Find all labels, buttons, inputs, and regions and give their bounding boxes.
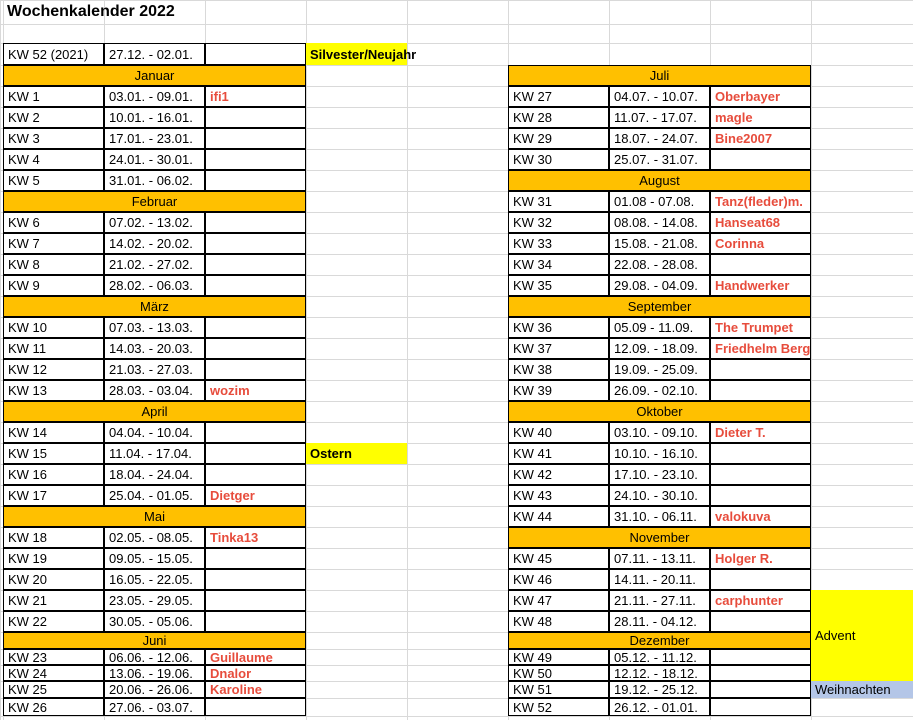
name-cell[interactable]: [205, 338, 306, 359]
date-cell[interactable]: 05.09 - 11.09.: [609, 317, 710, 338]
note-weihnachten[interactable]: Weihnachten: [811, 681, 913, 698]
month-header[interactable]: März: [3, 296, 306, 317]
kw-cell[interactable]: KW 47: [508, 590, 609, 611]
kw-cell[interactable]: KW 33: [508, 233, 609, 254]
date-cell[interactable]: 16.05. - 22.05.: [104, 569, 205, 590]
kw-cell[interactable]: KW 49: [508, 649, 609, 665]
name-cell[interactable]: [205, 275, 306, 296]
name-cell[interactable]: ifi1: [205, 86, 306, 107]
kw-cell[interactable]: KW 10: [3, 317, 104, 338]
kw-cell[interactable]: KW 12: [3, 359, 104, 380]
date-cell[interactable]: 11.07. - 17.07.: [609, 107, 710, 128]
note-advent[interactable]: Advent: [811, 590, 913, 681]
date-cell[interactable]: 21.11. - 27.11.: [609, 590, 710, 611]
name-cell[interactable]: [710, 359, 811, 380]
note-ostern[interactable]: Ostern: [306, 443, 407, 464]
date-cell[interactable]: 23.05. - 29.05.: [104, 590, 205, 611]
name-cell[interactable]: [205, 422, 306, 443]
date-cell[interactable]: 03.10. - 09.10.: [609, 422, 710, 443]
name-cell[interactable]: Holger R.: [710, 548, 811, 569]
kw-cell[interactable]: KW 19: [3, 548, 104, 569]
month-header[interactable]: November: [508, 527, 811, 548]
date-cell[interactable]: 10.01. - 16.01.: [104, 107, 205, 128]
kw-cell[interactable]: KW 23: [3, 649, 104, 665]
name-cell[interactable]: [205, 233, 306, 254]
kw-cell[interactable]: KW 44: [508, 506, 609, 527]
name-cell[interactable]: Dieter T.: [710, 422, 811, 443]
kw-cell[interactable]: KW 9: [3, 275, 104, 296]
kw-cell[interactable]: KW 50: [508, 665, 609, 681]
date-cell[interactable]: 26.12. - 01.01.: [609, 698, 710, 716]
name-cell[interactable]: Guillaume: [205, 649, 306, 665]
name-cell[interactable]: [205, 464, 306, 485]
name-cell[interactable]: [205, 611, 306, 632]
name-cell[interactable]: Friedhelm Berg: [710, 338, 811, 359]
name-cell[interactable]: [710, 698, 811, 716]
name-cell[interactable]: [205, 107, 306, 128]
date-cell[interactable]: 24.10. - 30.10.: [609, 485, 710, 506]
name-cell[interactable]: [205, 698, 306, 716]
name-cell[interactable]: [710, 254, 811, 275]
kw-cell[interactable]: KW 40: [508, 422, 609, 443]
name-cell[interactable]: [710, 380, 811, 401]
date-cell[interactable]: 20.06. - 26.06.: [104, 681, 205, 698]
date-cell[interactable]: 25.04. - 01.05.: [104, 485, 205, 506]
kw-cell[interactable]: KW 7: [3, 233, 104, 254]
date-cell[interactable]: 06.06. - 12.06.: [104, 649, 205, 665]
name-cell[interactable]: [205, 569, 306, 590]
date-cell[interactable]: 21.02. - 27.02.: [104, 254, 205, 275]
name-cell[interactable]: [205, 443, 306, 464]
name-cell[interactable]: The Trumpet: [710, 317, 811, 338]
name-cell[interactable]: Bine2007: [710, 128, 811, 149]
kw-cell[interactable]: KW 25: [3, 681, 104, 698]
kw-cell[interactable]: KW 26: [3, 698, 104, 716]
name-cell[interactable]: [710, 443, 811, 464]
kw-cell[interactable]: KW 27: [508, 86, 609, 107]
date-cell[interactable]: 31.01. - 06.02.: [104, 170, 205, 191]
name-cell[interactable]: [710, 464, 811, 485]
name-cell[interactable]: Tanz(fleder)m.: [710, 191, 811, 212]
month-header[interactable]: Juli: [508, 65, 811, 86]
kw-cell[interactable]: KW 52 (2021): [3, 43, 104, 65]
date-cell[interactable]: 14.03. - 20.03.: [104, 338, 205, 359]
name-cell[interactable]: valokuva: [710, 506, 811, 527]
kw-cell[interactable]: KW 35: [508, 275, 609, 296]
name-cell[interactable]: [710, 611, 811, 632]
name-cell[interactable]: [205, 254, 306, 275]
kw-cell[interactable]: KW 36: [508, 317, 609, 338]
date-cell[interactable]: 18.04. - 24.04.: [104, 464, 205, 485]
date-cell[interactable]: 09.05. - 15.05.: [104, 548, 205, 569]
kw-cell[interactable]: KW 14: [3, 422, 104, 443]
name-cell[interactable]: carphunter: [710, 590, 811, 611]
kw-cell[interactable]: KW 2: [3, 107, 104, 128]
kw-cell[interactable]: KW 42: [508, 464, 609, 485]
month-header[interactable]: Januar: [3, 65, 306, 86]
name-cell[interactable]: [710, 681, 811, 698]
kw-cell[interactable]: KW 6: [3, 212, 104, 233]
date-cell[interactable]: 07.11. - 13.11.: [609, 548, 710, 569]
date-cell[interactable]: 07.03. - 13.03.: [104, 317, 205, 338]
kw-cell[interactable]: KW 39: [508, 380, 609, 401]
date-cell[interactable]: 17.10. - 23.10.: [609, 464, 710, 485]
date-cell[interactable]: 19.12. - 25.12.: [609, 681, 710, 698]
date-cell[interactable]: 29.08. - 04.09.: [609, 275, 710, 296]
date-cell[interactable]: 14.02. - 20.02.: [104, 233, 205, 254]
name-cell[interactable]: Dietger: [205, 485, 306, 506]
month-header[interactable]: Februar: [3, 191, 306, 212]
month-header[interactable]: Dezember: [508, 632, 811, 649]
date-cell[interactable]: 21.03. - 27.03.: [104, 359, 205, 380]
kw-cell[interactable]: KW 24: [3, 665, 104, 681]
date-cell[interactable]: 18.07. - 24.07.: [609, 128, 710, 149]
kw-cell[interactable]: KW 13: [3, 380, 104, 401]
date-cell[interactable]: 24.01. - 30.01.: [104, 149, 205, 170]
date-cell[interactable]: 22.08. - 28.08.: [609, 254, 710, 275]
kw-cell[interactable]: KW 34: [508, 254, 609, 275]
date-cell[interactable]: 01.08 - 07.08.: [609, 191, 710, 212]
name-cell[interactable]: [205, 149, 306, 170]
kw-cell[interactable]: KW 16: [3, 464, 104, 485]
date-cell[interactable]: 28.02. - 06.03.: [104, 275, 205, 296]
name-cell[interactable]: Karoline: [205, 681, 306, 698]
kw-cell[interactable]: KW 3: [3, 128, 104, 149]
date-cell[interactable]: 27.12. - 02.01.: [104, 43, 205, 65]
kw-cell[interactable]: KW 15: [3, 443, 104, 464]
note-silvester[interactable]: Silvester/Neujahr: [306, 43, 407, 65]
sheet-title[interactable]: Wochenkalender 2022: [7, 3, 175, 20]
name-cell[interactable]: magle: [710, 107, 811, 128]
kw-cell[interactable]: KW 29: [508, 128, 609, 149]
month-header[interactable]: April: [3, 401, 306, 422]
kw-cell[interactable]: KW 32: [508, 212, 609, 233]
kw-cell[interactable]: KW 41: [508, 443, 609, 464]
kw-cell[interactable]: KW 20: [3, 569, 104, 590]
kw-cell[interactable]: KW 8: [3, 254, 104, 275]
date-cell[interactable]: 17.01. - 23.01.: [104, 128, 205, 149]
kw-cell[interactable]: KW 37: [508, 338, 609, 359]
date-cell[interactable]: 12.12. - 18.12.: [609, 665, 710, 681]
month-header[interactable]: Mai: [3, 506, 306, 527]
date-cell[interactable]: 14.11. - 20.11.: [609, 569, 710, 590]
date-cell[interactable]: 28.11. - 04.12.: [609, 611, 710, 632]
date-cell[interactable]: 11.04. - 17.04.: [104, 443, 205, 464]
kw-cell[interactable]: KW 30: [508, 149, 609, 170]
name-cell[interactable]: [205, 128, 306, 149]
date-cell[interactable]: 13.06. - 19.06.: [104, 665, 205, 681]
kw-cell[interactable]: KW 51: [508, 681, 609, 698]
name-cell[interactable]: [205, 43, 306, 65]
name-cell[interactable]: [205, 590, 306, 611]
month-header[interactable]: Oktober: [508, 401, 811, 422]
date-cell[interactable]: 31.10. - 06.11.: [609, 506, 710, 527]
name-cell[interactable]: [205, 212, 306, 233]
kw-cell[interactable]: KW 22: [3, 611, 104, 632]
name-cell[interactable]: Dnalor: [205, 665, 306, 681]
name-cell[interactable]: Oberbayer: [710, 86, 811, 107]
name-cell[interactable]: Handwerker: [710, 275, 811, 296]
name-cell[interactable]: Hanseat68: [710, 212, 811, 233]
date-cell[interactable]: 30.05. - 05.06.: [104, 611, 205, 632]
date-cell[interactable]: 03.01. - 09.01.: [104, 86, 205, 107]
kw-cell[interactable]: KW 17: [3, 485, 104, 506]
date-cell[interactable]: 04.04. - 10.04.: [104, 422, 205, 443]
date-cell[interactable]: 04.07. - 10.07.: [609, 86, 710, 107]
date-cell[interactable]: 12.09. - 18.09.: [609, 338, 710, 359]
month-header[interactable]: Juni: [3, 632, 306, 649]
kw-cell[interactable]: KW 18: [3, 527, 104, 548]
kw-cell[interactable]: KW 21: [3, 590, 104, 611]
date-cell[interactable]: 19.09. - 25.09.: [609, 359, 710, 380]
name-cell[interactable]: [205, 548, 306, 569]
name-cell[interactable]: [205, 359, 306, 380]
kw-cell[interactable]: KW 1: [3, 86, 104, 107]
name-cell[interactable]: Corinna: [710, 233, 811, 254]
date-cell[interactable]: 25.07. - 31.07.: [609, 149, 710, 170]
name-cell[interactable]: [710, 649, 811, 665]
kw-cell[interactable]: KW 31: [508, 191, 609, 212]
name-cell[interactable]: [710, 665, 811, 681]
date-cell[interactable]: 05.12. - 11.12.: [609, 649, 710, 665]
name-cell[interactable]: [205, 170, 306, 191]
date-cell[interactable]: 15.08. - 21.08.: [609, 233, 710, 254]
name-cell[interactable]: [205, 317, 306, 338]
kw-cell[interactable]: KW 45: [508, 548, 609, 569]
kw-cell[interactable]: KW 28: [508, 107, 609, 128]
date-cell[interactable]: 02.05. - 08.05.: [104, 527, 205, 548]
month-header[interactable]: August: [508, 170, 811, 191]
date-cell[interactable]: 27.06. - 03.07.: [104, 698, 205, 716]
kw-cell[interactable]: KW 52: [508, 698, 609, 716]
name-cell[interactable]: Tinka13: [205, 527, 306, 548]
month-header[interactable]: September: [508, 296, 811, 317]
kw-cell[interactable]: KW 43: [508, 485, 609, 506]
name-cell[interactable]: [710, 149, 811, 170]
name-cell[interactable]: [710, 569, 811, 590]
kw-cell[interactable]: KW 38: [508, 359, 609, 380]
name-cell[interactable]: wozim: [205, 380, 306, 401]
kw-cell[interactable]: KW 4: [3, 149, 104, 170]
date-cell[interactable]: 28.03. - 03.04.: [104, 380, 205, 401]
date-cell[interactable]: 26.09. - 02.10.: [609, 380, 710, 401]
name-cell[interactable]: [710, 485, 811, 506]
date-cell[interactable]: 08.08. - 14.08.: [609, 212, 710, 233]
kw-cell[interactable]: KW 48: [508, 611, 609, 632]
date-cell[interactable]: 10.10. - 16.10.: [609, 443, 710, 464]
kw-cell[interactable]: KW 11: [3, 338, 104, 359]
kw-cell[interactable]: KW 5: [3, 170, 104, 191]
date-cell[interactable]: 07.02. - 13.02.: [104, 212, 205, 233]
kw-cell[interactable]: KW 46: [508, 569, 609, 590]
